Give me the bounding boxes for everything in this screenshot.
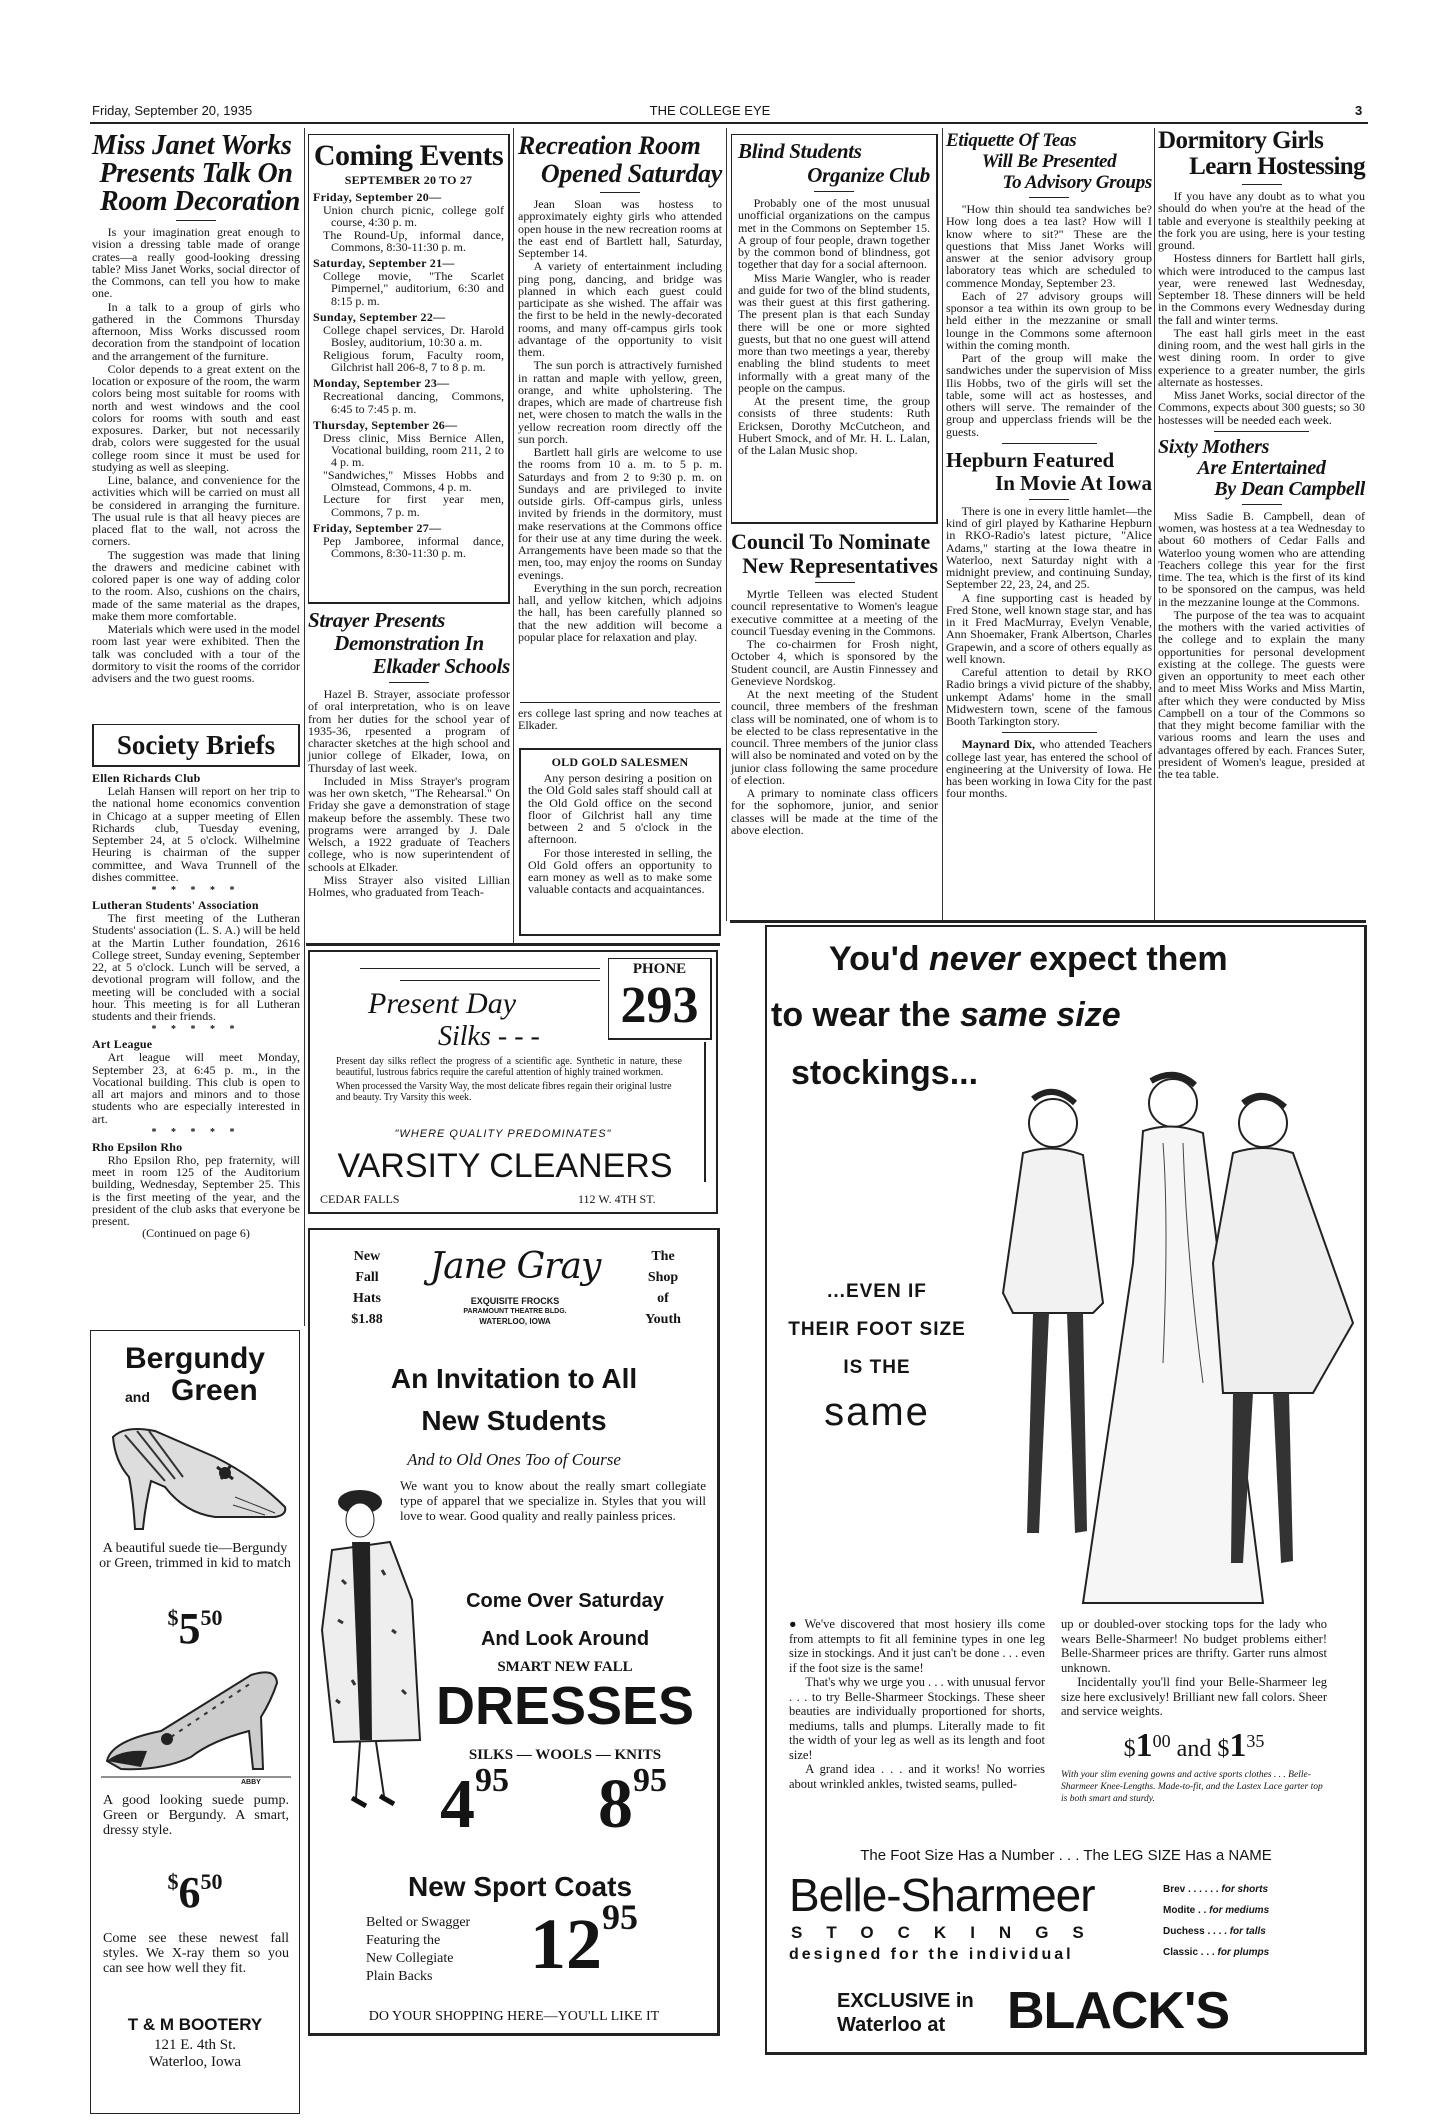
size-item <box>1163 1900 1269 1921</box>
article-body <box>92 226 300 684</box>
business-address <box>91 2037 299 2071</box>
brief-title: Art League <box>92 1037 153 1052</box>
tagline-line: Youth <box>645 1312 681 1327</box>
women-in-stockings-illustration <box>963 1063 1363 1613</box>
size-name: Duchess <box>1163 1926 1205 1937</box>
headline-line: Sixty Mothers <box>1158 435 1270 458</box>
ad-headline <box>310 1358 718 1442</box>
article-paragraph: The sun porch is attractively furnished in rattan and maple with yellow, green, orange, and white upholstering. The drapes, which are made of chartreuse fish net, were chosen to match the walls in the yellow recreation room directly off the sun porch. <box>518 358 722 446</box>
ad-title: Bergundy <box>124 1342 265 1375</box>
article-paragraph: In a talk to a group of girls who gathered in the Commons Thursday afternoon, Miss Works discussed room decoration from the standpoint of location and the arrangement of the furniture. <box>92 299 300 363</box>
ad-tagline: The Foot Size Has a Number . . . The LEG SIZE Has a NAME <box>860 1847 1272 1864</box>
ad-title: Green <box>171 1374 258 1407</box>
event-day: Monday, September 23— <box>313 376 450 391</box>
headline-line: Opened Saturday <box>540 159 722 188</box>
ad-headline-line <box>829 939 1228 979</box>
article-paragraph: Miss Sadie B. Campbell, dean of women, was hostess at a tea Wednesday to about 60 mothers of Cedar Falls and Waterloo young women who are attending Teachers college this year for the first time. The tea, which is the first of its kind to be sponsored on the campus, was held in the mezzanine lounge at the Commons. <box>1158 508 1365 609</box>
size-list <box>1163 1879 1269 1963</box>
maynard-name: Maynard Dix, <box>961 737 1036 752</box>
ad-paragraph: Present day silks reflect the progress of a scientific age. Synthetic in nature, these beautiful, lustrous fabrics require the careful attention of highly trained workmen. <box>336 1056 682 1078</box>
article-rule <box>1214 431 1309 432</box>
article-paragraph: The east hall girls meet in the east dining room, and the west hall girls in the west dining room. In order to give experience to a greater number, the girls alternate as hostesses. <box>1158 325 1365 389</box>
strayer-continuation <box>518 707 722 732</box>
article-paragraph: Is your imagination great enough to vision a dressing table made of orange crates—a really good-looking dressing table? Miss Janet Works, social director of the Commons, can tell you how to make one. <box>92 225 300 301</box>
notice-body <box>528 772 712 896</box>
headline-part: You'd <box>829 940 929 978</box>
headline-line: Dormitory Girls <box>1158 127 1324 154</box>
coats-line: New Collegiate <box>366 1951 454 1966</box>
article-paragraph: Included in Miss Strayer's program was her own sketch, "The Rehearsal." On Friday she gave a demonstration of stage makeup before the assembly. These two programs were arranged by J. Dale Welsch, a 1922 graduate of Teachers college, who is now superintendent of schools at Elkader. <box>308 773 510 874</box>
article-rule <box>1002 443 1097 444</box>
article-paragraph: Each of 27 advisory groups will sponsor a tea within its own group to be held either in the mezzanine or small lounge in the Commons some afternoon within the coming month. <box>946 288 1152 352</box>
phone-number: 293 <box>620 977 699 1034</box>
dash-rule <box>1242 184 1282 185</box>
size-dots: . . . . <box>1204 1926 1230 1937</box>
coats-line: Belted or Swagger <box>366 1915 471 1930</box>
article-body <box>1158 510 1365 781</box>
article-body <box>946 203 1152 438</box>
ad-body: We want you to know about the really smart collegiate type of apparel that we specialize in. Styles that you will love to wear. Good quality and really painless prices. <box>400 1478 706 1523</box>
price-symbol: $ <box>1123 1735 1136 1762</box>
headline-line: By Dean Campbell <box>1214 477 1365 500</box>
price-cents: 95 <box>633 1762 667 1799</box>
tagline-line: of <box>657 1291 669 1306</box>
artist-signature: ABBY <box>241 1779 261 1786</box>
headline-line: Learn Hostessing <box>1189 153 1365 180</box>
price-dollars: 8 <box>598 1766 633 1843</box>
article-paragraph: Miss Strayer also visited Lillian Holmes, who graduated from Teach- <box>308 872 510 899</box>
article-recreation-room <box>518 132 722 643</box>
decor-rule <box>400 980 600 981</box>
headline-line: Organize Club <box>807 163 930 187</box>
headline-line: Hepburn Featured <box>946 447 1115 472</box>
headline-line: Recreation Room <box>518 131 701 160</box>
headline-line: An Invitation to All <box>390 1363 638 1394</box>
headline-line: Etiquette Of Teas <box>946 130 1077 151</box>
business-name: T & M BOOTERY <box>127 2015 263 2034</box>
ad-tm-bootery <box>90 1330 300 2114</box>
event-item: The Round-Up, informal dance, Commons, 8:30-11:30 p. m. <box>323 227 504 254</box>
cta-line: Come Over Saturday <box>466 1590 664 1612</box>
headline <box>1158 437 1365 500</box>
event-day: Thursday, September 26— <box>313 417 458 432</box>
headline-line: Room Decoration <box>99 186 300 217</box>
size-name: Brev <box>1163 1884 1186 1895</box>
business-city: CEDAR FALLS <box>320 1192 400 1206</box>
article-paragraph: "How thin should tea sandwiches be? How long does a tea last? How will I know where to sit?" These are the questions that Miss Janet Works will answer at the senior advisory group laboratory teas which are scheduled to commence Monday, September 23. <box>946 202 1152 290</box>
headline-line: Presents Talk On <box>99 158 293 189</box>
headline-line: Elkader Schools <box>372 654 510 678</box>
dash-rule <box>815 582 855 583</box>
dash-rule <box>814 191 854 192</box>
article-paragraph: Color depends to a great extent on the location or exposure of the room, the warm colors being most suitable for rooms with north and west windows and the cool colors for rooms with south and east exposures. Darker, but not necessarily drab, colors were suggested for the usual college room since it must be used for studying as well as sleeping. <box>92 361 300 474</box>
column-rule <box>304 128 305 1326</box>
jane-gray-logo <box>408 1238 622 1327</box>
price-cents: 95 <box>602 1897 638 1937</box>
article-body <box>1158 190 1365 426</box>
article-rule <box>1002 732 1097 733</box>
ad-slogan: "WHERE QUALITY PREDOMINATES" <box>394 1128 612 1140</box>
article-rule <box>520 702 720 703</box>
even-if-line: THEIR FOOT SIZE <box>788 1319 966 1340</box>
article-paragraph: Myrtle Telleen was elected Student council representative to Women's league executive committee at a meeting of the council Tuesday evening in the Commons. <box>731 587 938 638</box>
size-item <box>1163 1942 1269 1963</box>
headline-line: Miss Janet Works <box>92 130 292 161</box>
maynard-text: who attended Teachers college last year, has entered the school of engineering at the University of Iowa. He has been working in Iowa City for the past four months. <box>946 737 1153 801</box>
decor-rule <box>704 1042 706 1182</box>
event-item: Dress clinic, Miss Bernice Allen, Vocational building, room 211, 2 to 4 p. m. <box>323 430 504 470</box>
shoe-description: A good looking suede pump. Green or Bergundy. A smart, dressy style. <box>103 1793 289 1838</box>
coats-title: New Sport Coats <box>407 1871 633 1902</box>
price-dollars: 12 <box>530 1904 602 1984</box>
price-symbol: $ <box>1217 1735 1230 1762</box>
notice-title: OLD GOLD SALESMEN <box>551 755 689 769</box>
ad-title-and: and <box>125 1389 150 1405</box>
hats-line: Fall <box>355 1270 379 1285</box>
headline-emphasis: same size <box>959 996 1121 1034</box>
tagline-line: The <box>651 1249 675 1264</box>
size-for: for plumps <box>1217 1947 1270 1958</box>
article-paragraph: Line, balance, and convenience for the activities which will be carried on must all be considered in arranging the furniture. The usual rule is that all heavy pieces are placed flat to the wall, not across the corners. <box>92 473 300 549</box>
events-title: Coming Events <box>313 139 504 172</box>
page-number: 3 <box>1355 103 1363 118</box>
article-paragraph: A primary to nominate class officers for the sophomore, junior, and senior classes will be made at the time of the above election. <box>731 786 938 837</box>
coming-events-box <box>308 134 510 604</box>
article-paragraph: A fine supporting cast is headed by Fred Stone, well known stage star, and has in it Fred MacMurray, Evelyn Venable, Ann Shoemaker, Frank Albertson, Charles Grapewin, and a score of others equally as well known. <box>946 590 1152 666</box>
even-if-line: ...EVEN IF <box>827 1281 927 1302</box>
headline-line: New Students <box>421 1405 607 1436</box>
cta-line: And Look Around <box>480 1628 650 1650</box>
headline-line: To Advisory Groups <box>1002 172 1152 193</box>
ad-footer: DO YOUR SHOPPING HERE—YOU'LL LIKE IT <box>368 2009 660 2024</box>
article-paragraph: Bartlett hall girls are welcome to use the rooms from 10 a. m. to 5 p. m. Saturdays and from 2 to 9:30 p. m. on Sundays and are privileged to invite outside girls. Off-campus girls, unless invited by friends in the dormitory, must make reservations at the Commons office for their use at any time during the week. Arrangements have been made so that the men, too, may enjoy the rooms on Sunday evenings. <box>518 445 722 582</box>
logo-line: WATERLOO, IOWA <box>479 1317 551 1326</box>
ad-paragraph: A grand idea . . . and it works! No worries about wrinkled ankles, twisted seams, pulled- <box>789 1762 1045 1791</box>
brand-sub: STOCKINGS <box>791 1923 1108 1942</box>
hats-line: New <box>353 1249 381 1264</box>
brief-title: Rho Epsilon Rho <box>92 1139 183 1154</box>
article-strayer <box>308 609 510 898</box>
ad-jane-gray <box>308 1228 720 2036</box>
headline <box>308 609 510 678</box>
continued-note: (Continued on page 6) <box>142 1226 250 1241</box>
separator: * * * * * <box>151 1024 241 1036</box>
article-paragraph: At the present time, the group consists of three students: Ruth Ericksen, Dorothy McCutcheon, and Hubert Smock, and of Mr. H. L. Lalan, of the Lalan Music shop. <box>738 394 930 457</box>
price-symbol: $ <box>167 1605 179 1630</box>
ad-subhead: And to Old Ones Too of Course <box>407 1450 621 1469</box>
suede-pump-illustration <box>101 1661 291 1781</box>
tagline-line: Shop <box>647 1270 679 1285</box>
headline-emphasis: never <box>929 940 1020 978</box>
article-paragraph: Materials which were used in the model room last year were exhibited. Then the talk was concluded with a tour of the dormitory to visit the rooms of the corridor advisers and the two guest rooms. <box>92 622 300 685</box>
event-item: Union church picnic, college golf course, 4:30 p. m. <box>323 203 504 230</box>
business-name: VARSITY CLEANERS <box>337 1147 673 1185</box>
hats-line: Hats <box>353 1291 381 1306</box>
price-cents: 95 <box>475 1762 509 1799</box>
article-paragraph: The suggestion was made that lining the drawers and medicine cabinet with colored paper is one way of adding color to the room. Also, cushions on the chairs, made of the same material as the drapes, make them more comfortable. <box>92 547 300 623</box>
stocking-prices <box>1061 1727 1327 1763</box>
shop-tagline <box>628 1246 698 1330</box>
dress-price-high <box>598 1762 667 1843</box>
price-cents: 35 <box>1246 1730 1265 1751</box>
headline-line: New Representatives <box>742 553 938 578</box>
coats-description <box>366 1914 470 1986</box>
brief-text: Art league will meet Monday, September 23, at 6:45 p. m., in the Vocational building. This club is open to all art majors and minors and to those students who are especially interested in art. <box>92 1050 300 1126</box>
event-item: Religious forum, Faculty room, Gilchrist hall 206-8, 7 to 8 p. m. <box>323 347 504 374</box>
headline <box>738 139 930 187</box>
shoe-price <box>91 1604 299 1653</box>
size-for: for mediums <box>1209 1905 1270 1916</box>
even-if-line: IS THE <box>843 1357 911 1378</box>
column-rule <box>726 128 727 921</box>
article-body <box>308 688 510 898</box>
price-and: and <box>1176 1735 1212 1762</box>
column-rule <box>942 128 943 921</box>
article-paragraph: Careful attention to detail by RKO Radio brings a vivid picture of the shabby, unkempt Adams' home in the small Midwestern town, scene of the famous Booth Tarkington story. <box>946 665 1152 728</box>
headline <box>731 530 938 578</box>
dash-rule <box>1029 197 1069 198</box>
article-body <box>946 505 1152 728</box>
section-rule <box>306 943 720 946</box>
article-paragraph: If you have any doubt as to what you should do when you're at the head of the table and everyone is stealthily peeking at the fork you are using, here is your testing ground. <box>1158 189 1365 252</box>
exclusive-line: Waterloo at <box>837 2014 946 2036</box>
headline <box>92 132 300 216</box>
coat-price <box>530 1897 638 1984</box>
event-item: Lecture for first year men, Commons, 7 p. m. <box>323 492 504 519</box>
price-cents: 50 <box>200 1869 223 1894</box>
business-address: 112 W. 4TH ST. <box>578 1192 656 1206</box>
hats-offer <box>332 1246 402 1330</box>
old-gold-notice <box>519 748 721 936</box>
even-if-block <box>767 1273 987 1387</box>
article-paragraph: Hazel B. Strayer, associate professor of oral interpretation, who is on leave from her duties for the school year of 1935-36, rpesented a program of character sketches at the high school and junior college of Elkader, Iowa, on Thursday of last week. <box>308 687 510 775</box>
brand-name: Belle-Sharmeer <box>789 1869 1095 1921</box>
event-day: Friday, September 20— <box>313 190 442 204</box>
column-rule <box>513 128 514 608</box>
article-paragraph: At the next meeting of the Student council, three members of the freshman class will be nominated, one of whom is to be elected to be class representative in the council. Three members of the junior class will also be nominated and voted on by the junior class following the same procedure of election. <box>731 687 938 787</box>
article-paragraph: Everything in the sun porch, recreation hall, and yellow kitchen, which adjoins the hall, has been carefully planned so that the new addition will become a popular place for relaxation and play. <box>518 580 722 644</box>
logo-line: PARAMOUNT THEATRE BLDG. <box>463 1308 567 1315</box>
dress-kicker: SMART NEW FALL <box>497 1659 633 1675</box>
ad-paragraph: When processed the Varsity Way, the most delicate fibres regain their original lustre and beauty. Try Varsity this week. <box>336 1081 672 1103</box>
size-dots: . . <box>1195 1905 1210 1916</box>
size-dots: . . . . . . <box>1185 1884 1222 1895</box>
maynard-item <box>946 738 1152 799</box>
even-if-same: same <box>824 1390 930 1434</box>
separator: * * * * * <box>151 885 241 896</box>
size-name: Classic <box>1163 1947 1199 1958</box>
size-item <box>1163 1921 1269 1942</box>
section-title: Society Briefs <box>92 724 300 767</box>
article-paragraph: Part of the group will make the sandwiches under the supervision of Miss Ilis Hobbs, two of the girls will set the table, some will act as hostesses, and others will serve. The remainder of the group and upperclass friends will be the guests. <box>946 351 1152 439</box>
event-item: Recreational dancing, Commons, 6:45 to 7:45 p. m. <box>323 389 504 416</box>
headline-line: Blind Students <box>738 139 862 163</box>
dash-rule <box>1029 499 1069 500</box>
size-name: Modite <box>1163 1905 1196 1916</box>
ad-varsity-cleaners <box>308 950 718 1214</box>
dress-price-low <box>440 1762 509 1843</box>
ad-body <box>336 1056 682 1103</box>
issue-date: Friday, September 20, 1935 <box>92 103 253 118</box>
article-body <box>518 198 722 643</box>
ad-body-col2 <box>1061 1617 1327 1805</box>
brief-text: Lelah Hansen will report on her trip to the national home economics convention in Chicago at a supper meeting of Ellen Richards club, Tuesday evening, September 24, at 5 o'clock. Wilhelmine Heuring is chairman of the supper committee, and Wava Trunnell of the dishes committee. <box>92 784 300 884</box>
headline-line: Council To Nominate <box>731 529 931 554</box>
headline <box>946 130 1152 193</box>
address-line: 121 E. 4th St. <box>153 2037 237 2053</box>
fabrics: SILKS — WOOLS — KNITS <box>468 1747 662 1763</box>
ad-headline: Silks - - - <box>438 1021 540 1052</box>
article-paragraph: Probably one of the most unusual unofficial organizations on the campus met in the Commons on September 15. A group of four people, drawn together by the common bond of blindness, got together that day for a social afternoon. <box>738 196 930 272</box>
ad-cta <box>420 1582 710 1658</box>
price-cents: 00 <box>1152 1730 1171 1751</box>
ad-paragraph-text: We've discovered that most hosiery ills come from attempts to fit all feminine types in one leg size in stockings. And it just can't be done . . . even if the foot size is the same! <box>789 1617 1045 1675</box>
brief-text: The first meeting of the Lutheran Students' association (L. S. A.) will be held at the Martin Luther foundation, 2616 College street, Sunday evening, September 22, at 5 o'clock. Lunch will be served, a devotional program will follow, and the meeting will be concluded with a social hour. This meeting is for all Lutheran students and their friends. <box>92 911 300 1023</box>
dash-rule <box>389 682 429 683</box>
logo-line: EXQUISITE FROCKS <box>470 1296 560 1306</box>
article-paragraph: A variety of entertainment including ping pong, dancing, and bridge was planned in which each guest could participate as she wished. The affair was the first to be held in the newly-decorated rooms, and many off-campus girls took advantage of the opportunity to visit them. <box>518 259 722 359</box>
event-day: Saturday, September 21— <box>313 256 455 271</box>
size-item <box>1163 1879 1269 1900</box>
headline-line: Demonstration In <box>334 631 484 655</box>
column-rule <box>1154 128 1155 921</box>
society-briefs <box>92 724 300 1240</box>
price-dollars: 4 <box>440 1766 475 1843</box>
article-etiquette <box>946 130 1152 800</box>
column-rule <box>513 605 514 944</box>
phone-label: PHONE <box>632 961 687 977</box>
ad-body: Come see these newest fall styles. We X-ray them so you can see how well they fit. <box>103 1931 289 1976</box>
paper-name: THE COLLEGE EYE <box>649 103 771 118</box>
address-line: Waterloo, Iowa <box>148 2054 242 2070</box>
price-symbol: $ <box>167 1869 179 1894</box>
continuation-text: ers college last spring and now teaches at Elkader. <box>518 706 722 733</box>
exclusive-line: EXCLUSIVE in <box>837 1990 974 2012</box>
ad-paragraph: Incidentally you'll find your Belle-Sharmeer leg size here exclusively! Brilliant new fall colors. Sheer and service weights. <box>1061 1675 1327 1718</box>
headline <box>518 132 722 188</box>
article-janet-works <box>92 132 300 684</box>
ad-paragraph: ● We've discovered that most hosiery ills come from attempts to fit all feminine types in one leg size in stockings. And it just can't be done . . . even if the foot size is the same! <box>789 1617 1045 1675</box>
shoe-price <box>91 1868 299 1917</box>
decor-rule <box>360 968 600 969</box>
section-rule <box>730 920 1366 923</box>
event-item: "Sandwiches," Misses Hobbs and Olmstead, Commons, 4 p. m. <box>323 467 504 495</box>
notice-paragraph: Any person desiring a position on the Old Gold sales staff should call at the Old Gold office on the second floor of Gilchrist hall any time between 2 and 5 o'clock in the afternoon. <box>528 771 712 847</box>
headline-line: Are Entertained <box>1197 456 1326 479</box>
ad-body-col1 <box>789 1617 1045 1791</box>
article-paragraph: Miss Janet Works, social director of the Commons, expects about 300 guests; so 30 hostesses will be needed each week. <box>1158 388 1365 427</box>
coats-line: Featuring the <box>366 1933 441 1948</box>
price-dollars: 1 <box>1135 1726 1153 1764</box>
article-paragraph: Miss Marie Wangler, who is reader and guide for two of the blind students, was their guest at this first gathering. The present plan is that each Sunday there will be one or more sighted guests, but that no one guest will attend more than two meetings a year, thereby enabling the blind students to meet informally with a great many of the people on the campus. <box>738 270 930 395</box>
ad-paragraph: That's why we urge you . . . with unusual fervor . . . to try Belle-Sharmeer Stockings. These sheer beauties are individually proportioned for shorts, mediums, talls and plumps. Literally made to fit the width of your leg as well as its length and foot size! <box>789 1675 1045 1762</box>
notice-paragraph: For those interested in selling, the Old Gold offers an opportunity to earn money as well as to make some valuable contacts and acquaintances. <box>528 845 712 897</box>
article-body <box>738 197 930 456</box>
size-dots: . . . <box>1198 1947 1218 1958</box>
headline <box>946 449 1152 495</box>
brief-title: Ellen Richards Club <box>92 771 201 785</box>
shoe-description: A beautiful suede tie—Bergundy or Green, trimmed in kid to match <box>99 1541 291 1571</box>
phone-box <box>608 958 712 1040</box>
size-for: for shorts <box>1221 1884 1269 1895</box>
event-item: College chapel services, Dr. Harold Bosley, auditorium, 10:30 a. m. <box>323 323 504 350</box>
headline-part: expect them <box>1019 940 1228 978</box>
event-day: Friday, September 27— <box>313 520 442 535</box>
article-paragraph: The co-chairmen for Frosh night, October 4, which is sponsored by the Student council, are Austin Finnessey and Genevieve Nordskog. <box>731 637 938 688</box>
suede-tie-shoe-illustration <box>105 1417 290 1537</box>
price-dollars: 1 <box>1229 1726 1247 1764</box>
ad-headline: Present Day <box>368 987 517 1020</box>
headline-line: Will Be Presented <box>981 151 1117 172</box>
headline-line: Strayer Presents <box>308 608 445 632</box>
price-dollars: 6 <box>178 1868 201 1917</box>
ad-headline-line <box>771 995 1121 1035</box>
headline-part: to wear the <box>771 996 960 1034</box>
ad-belle-sharmeer <box>765 925 1367 2055</box>
dash-rule <box>1242 504 1282 505</box>
article-paragraph: Hostess dinners for Bartlett hall girls, which were introduced to the campus last year, were renewed last Wednesday, September 18. These dinners will be held in the Commons every Wednesday during the fall and winter terms. <box>1158 251 1365 327</box>
hats-price: $1.88 <box>351 1312 383 1327</box>
brief-text: Rho Epsilon Rho, pep fraternity, will meet in room 125 of the Auditorium building, Wednesday, September 25. This is the first meeting of the year, and the president of the club asks that everyone be present. <box>92 1152 300 1228</box>
event-item: Pep Jamboree, informal dance, Commons, 8:30-11:30 p. m. <box>323 533 504 561</box>
article-paragraph: The purpose of the tea was to acquaint the mothers with the varied activities of the college and to explain the many opportunities for personal development existing at the college. The guests were given an opportunity to meet each other and to meet Miss Works and Miss Martin, after which they were conducted by Miss Campbell on a tour of the Commons so that they might become familiar with the various rooms and learn the uses and advantages offered by each. Frances Suter, president of Women's league, presided at the tea table. <box>1158 607 1365 781</box>
size-for: for talls <box>1229 1926 1266 1937</box>
brief-title: Lutheran Students' Association <box>92 898 259 912</box>
logo-script: Jane Gray <box>429 1246 601 1287</box>
masthead-rule <box>90 122 1368 124</box>
headline-line: In Movie At Iowa <box>995 470 1152 495</box>
dash-rule <box>176 220 216 221</box>
price-dollars: 5 <box>178 1604 201 1653</box>
article-body <box>731 588 938 836</box>
headline <box>1158 128 1365 180</box>
dash-rule <box>600 192 640 193</box>
ad-caption: With your slim evening gowns and active sports clothes . . . Belle-Sharmeer Knee-Lengths. Made-to-fit, and the Lastex Lace garter top is both smart and sturdy. <box>1061 1769 1323 1804</box>
ad-headline-line: stockings... <box>791 1054 979 1092</box>
ad-paragraph: up or doubled-over stocking tops for the lady who wears Belle-Sharmeer! No budget problems either! Belle-Sharmeer prices are thrifty. Garter runs almost unknown. <box>1061 1617 1327 1675</box>
event-day: Sunday, September 22— <box>313 310 446 325</box>
event-item: College movie, "The Scarlet Pimpernel," auditorium, 6:30 and 8:15 p. m. <box>323 269 504 308</box>
price-cents: 50 <box>200 1605 223 1630</box>
store-name: BLACK'S <box>1007 1982 1230 2040</box>
article-blind-students <box>731 134 938 524</box>
brand-tagline: designed for the individual <box>789 1946 1074 1963</box>
article-paragraph: There is one in every little hamlet—the kind of girl played by Katharine Hepburn in RKO-Radio's latest picture, "Alice Adams," starting at the Iowa theatre in Waterloo, next Saturday night with a midnight preview, and continuing Sunday, September 22, 23, 24, and 25. <box>946 503 1152 592</box>
article-paragraph: Jean Sloan was hostess to approximately eighty girls who attended open house in the new recreation rooms at the east end of Bartlett hall, Saturday, September 14. <box>518 197 722 260</box>
exclusive-note <box>837 1989 974 2037</box>
separator: * * * * * <box>151 1126 241 1138</box>
events-range: SEPTEMBER 20 TO 27 <box>344 173 473 187</box>
dress-title: DRESSES <box>435 1676 695 1736</box>
article-council <box>731 530 938 836</box>
article-dormitory <box>1158 128 1365 780</box>
coats-line: Plain Backs <box>366 1969 433 1984</box>
